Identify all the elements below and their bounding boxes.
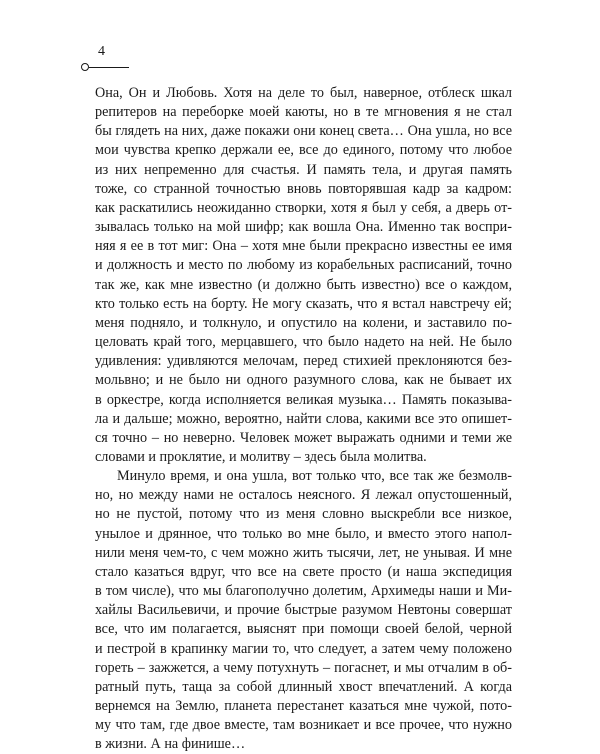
ornament-circle bbox=[81, 63, 89, 71]
text-line: ратный путь, таща за собой длинный хвост впечатлений. А когда bbox=[95, 678, 512, 695]
header-ornament-rule bbox=[81, 63, 129, 71]
text-line: бы глядеть на них, даже покажи они конец света… Она ушла, но все bbox=[95, 123, 512, 140]
text-line: удивления: удивляются мелочам, перед стихией преклоняются без- bbox=[95, 353, 512, 370]
text-line: мольвно; и не было ни одного разумного слова, как не бывает их bbox=[95, 372, 512, 389]
text-line: мои чувства крепко держали ее, все до единого, потому что любое bbox=[95, 142, 512, 159]
text-line: целовать край того, мерцавшего, что было надето на ней. Не было bbox=[95, 334, 512, 351]
text-line: так же, как мне известно (и должно быть известно) все о каждом, bbox=[95, 276, 512, 293]
text-line: в оркестре, когда исполняется великая музыка… Память показыва- bbox=[95, 391, 512, 408]
text-line: Минуло время, и она ушла, вот только что, все так же безмолв- bbox=[117, 468, 512, 485]
text-line: кто только есть на борту. Не могу сказать, что я встал навстречу ей; bbox=[95, 295, 512, 312]
text-line: няя я ее в тот миг: Она – хотя мне были прекрасно известны ее имя bbox=[95, 238, 512, 255]
text-line: меня подняло, и толкнуло, и опустило на колени, и заставило по- bbox=[95, 314, 512, 331]
paragraph-2 bbox=[95, 467, 512, 754]
text-line: как раскатились неожиданно створки, хотя я был у себя, а дверь от- bbox=[95, 199, 512, 216]
text-line: нили меня чем-то, с чем можно жить тысячи, лет, не унывая. И мне bbox=[95, 544, 512, 561]
text-line: ла и дальше; можно, вероятно, найти слова, какими все это опишет- bbox=[95, 410, 512, 427]
paragraph-1 bbox=[95, 84, 512, 467]
text-line: в том числе), что мы благополучно долетим, Архимеды наши и Ми- bbox=[95, 583, 512, 600]
text-line: ся точно – но неверно. Человек может выражать одними и теми же bbox=[95, 429, 512, 446]
text-line: унылое и дрянное, что только во мне было, и вместо этого напол- bbox=[95, 525, 512, 542]
text-line: му что там, где двое вместе, там возникает и все прочее, что нужно bbox=[95, 717, 512, 734]
text-line: вернемся на Землю, планета перестанет казаться мне чужой, пото- bbox=[95, 698, 512, 714]
body-text bbox=[95, 84, 512, 754]
text-line: все, что им полагается, выяснят при помощи своей белой, черной bbox=[95, 621, 512, 638]
text-line: словами и проклятие, и молитву – здесь была молитва. bbox=[95, 448, 427, 465]
text-line: и должность и место по любому из корабельных расписаний, точно bbox=[95, 257, 512, 274]
text-line: стало казаться вдруг, что все на свете просто (и наша экспедиция bbox=[95, 563, 512, 580]
text-line: хайлы Васильевичи, и прочие быстрые разумом Невтоны совершат bbox=[95, 602, 512, 619]
text-line: но не пустой, потому что из меня словно выскребли все низкое, bbox=[95, 506, 512, 523]
text-line: гореть – зажжется, а чему потухнуть – погаснет, и мы отчалим в об- bbox=[95, 659, 512, 676]
text-line: из них непременно для счастья. И память тела, и другая память bbox=[95, 161, 512, 178]
text-line: и пестрой в крапинку магии то, что следует, а затем чему положено bbox=[95, 640, 512, 657]
text-line: тоже, со странной точностью вновь повторявшая кадр за кадром: bbox=[95, 180, 512, 197]
text-line: Она, Он и Любовь. Хотя на деле то был, наверное, отблеск шкал bbox=[95, 85, 512, 101]
text-line: в жизни. А на финише… bbox=[95, 736, 246, 753]
text-line: но, но между нами не осталось неясного. Я лежал опустошенный, bbox=[95, 487, 512, 504]
ornament-line bbox=[89, 67, 129, 68]
text-line: зывалась только на мой шифр; как вошла Она. Именно так воспри- bbox=[95, 219, 512, 236]
text-line: репитеров на переборке моей каюты, но в те мгновения я не стал bbox=[95, 104, 512, 121]
page-number: 4 bbox=[98, 44, 105, 59]
